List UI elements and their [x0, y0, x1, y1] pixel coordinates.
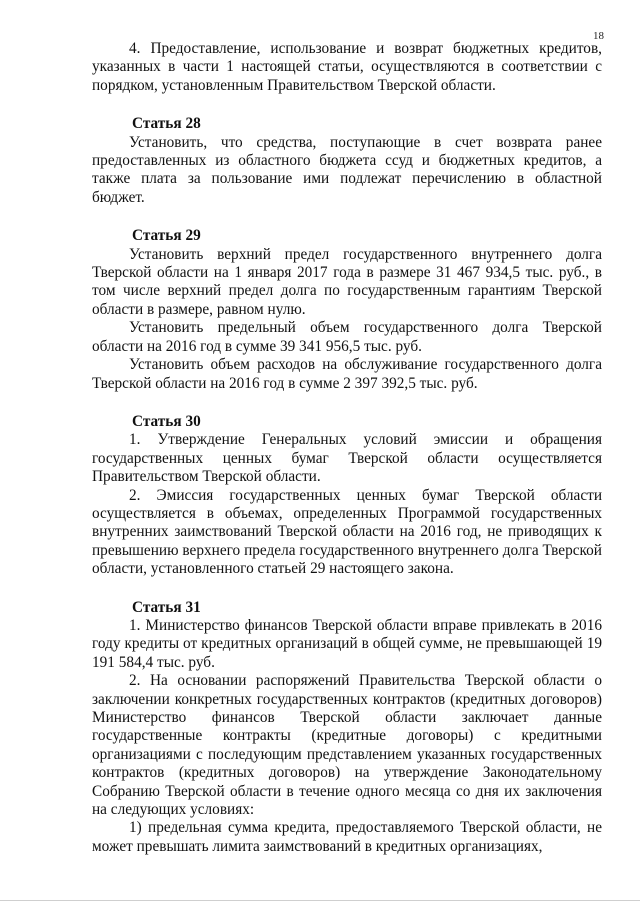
article-30-paragraph-2: 2. Эмиссия государственных ценных бумаг Тверской области осуществляется в объемах, определенных Программой государственных внутренних заимствований Тверской области на 2016 год, не приводящих к превышению верхнего предела государственного внутреннего долга Тверской области, установленного статьей 29 настоящего закона. [92, 486, 602, 578]
article-31-paragraph-2: 2. На основании распоряжений Правительства Тверской области о заключении конкретных государственных контрактов (кредитных договоров) Министерство финансов Тверской области заключает данные государственные контракты (кредитные договоры) с кредитными организациями с последующим представлением указанных государственных контрактов (кредитных договоров) на утверждение Законодательному Собранию Тверской области в течение одного месяца со дня их заключения на следующих условиях: [92, 672, 602, 819]
paragraph-part-4: 4. Предоставление, использование и возврат бюджетных кредитов, указанных в части 1 настоящей статьи, осуществляются в соответствии с порядком, установленным Правительством Тверской области. [92, 40, 602, 94]
article-28-paragraph: Установить, что средства, поступающие в счет возврата ранее предоставленных из областного бюджета ссуд и бюджетных кредитов, а также плата за пользование ими подлежат перечислению в областной бюджет. [92, 133, 602, 206]
article-28-heading: Статья 28 [132, 115, 201, 133]
article-29-paragraph-3: Установить объем расходов на обслуживание государственного долга Тверской области на 2016 год в сумме 2 397 392,5 тыс. руб. [92, 356, 602, 392]
article-30-heading: Статья 30 [132, 412, 201, 430]
article-29-paragraph-2: Установить предельный объем государственного долга Тверской области на 2016 год в сумме 39 341 956,5 тыс. руб. [92, 319, 602, 355]
scan-bottom-edge [0, 900, 640, 901]
document-body [92, 40, 602, 856]
article-31-paragraph-1: 1. Министерство финансов Тверской области вправе привлекать в 2016 году кредиты от кредитных организаций в общей сумме, не превышающей 19 191 584,4 тыс. руб. [92, 616, 602, 671]
article-30-paragraph-1: 1. Утверждение Генеральных условий эмиссии и обращения государственных ценных бумаг Тверской области осуществляется Правительством Тверской области. [92, 431, 602, 486]
page-number: 18 [593, 30, 604, 42]
article-29-paragraph-1: Установить верхний предел государственного внутреннего долга Тверской области на 1 января 2017 года в размере 31 467 934,5 тыс. руб., в том числе верхний предел долга по государственным гарантиям Тверской области в размере, равном нулю. [92, 245, 602, 318]
article-29-heading: Статья 29 [132, 227, 201, 245]
article-31-heading: Статья 31 [132, 598, 201, 616]
article-31-paragraph-3: 1) предельная сумма кредита, предоставляемого Тверской области, не может превышать лимита заимствований в кредитных организациях, [92, 819, 602, 855]
